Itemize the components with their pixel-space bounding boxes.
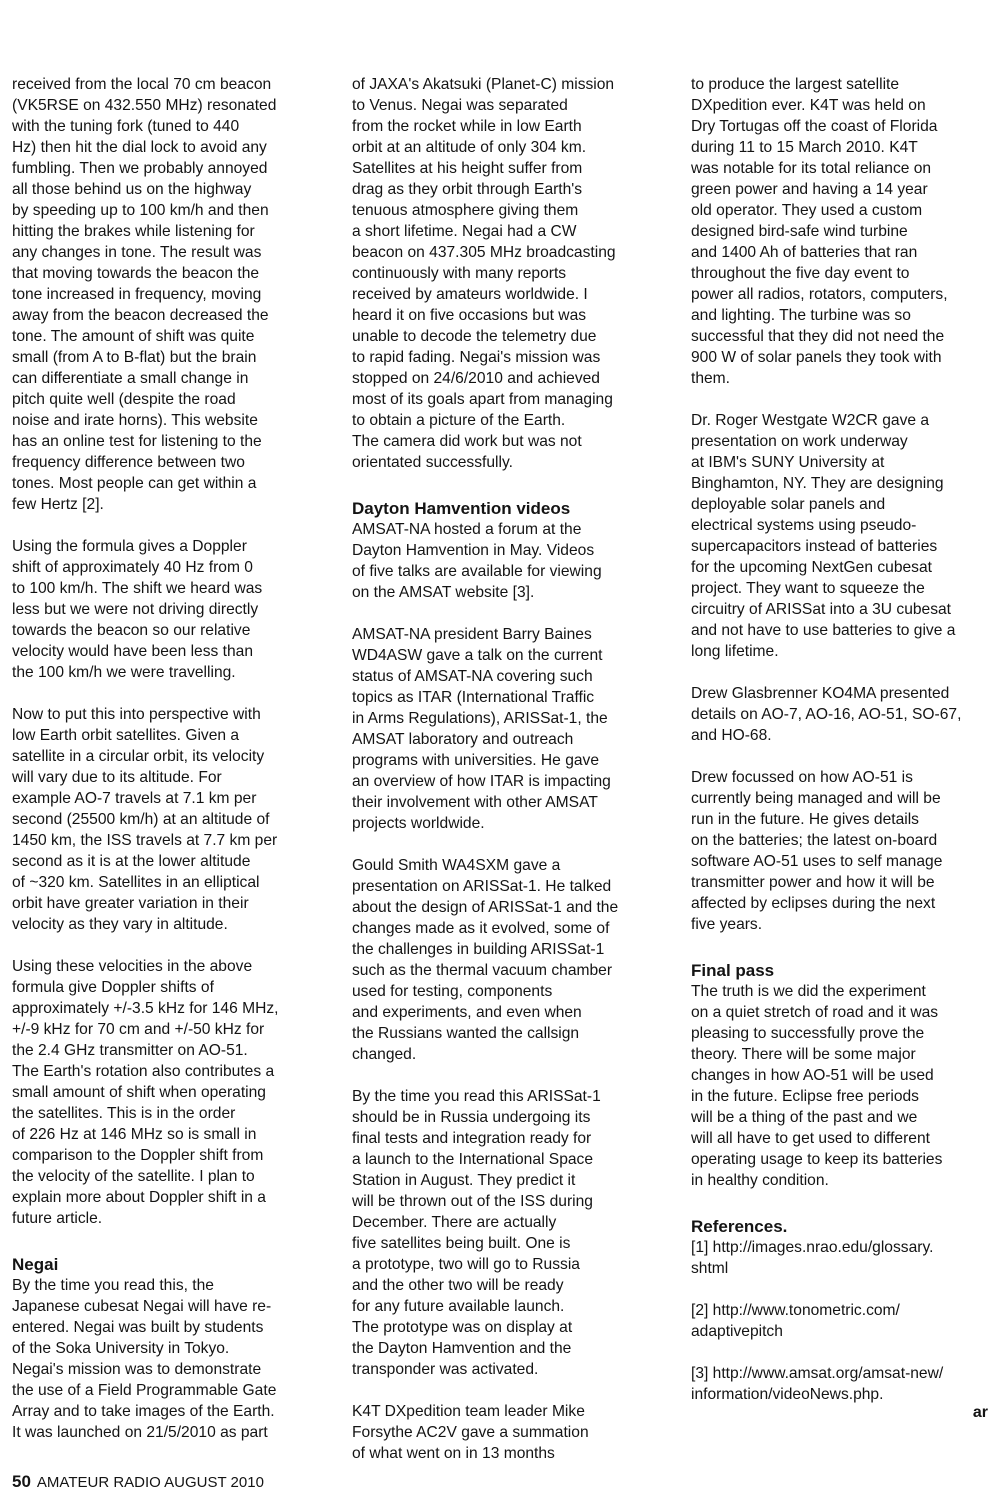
paragraph: By the time you read this ARISSat-1 should be in Russia undergoing its final tests and integration ready for a launch to the International Space Station in August. They predict it will be thrown out of the ISS during December. There are actually five satellites being built. One is a prototype, two will go to Russia and the other two will be ready for any future available launch. The prototype was on display at the Dayton Hamvention and the transponder was activated. (352, 1088, 601, 1378)
column-1 (12, 74, 324, 1443)
reference-item: [2] http://www.tonometric.com/ adaptivepitch (691, 1302, 900, 1340)
paragraph: Dr. Roger Westgate W2CR gave a presentation on work underway at IBM's SUNY University at Binghamton, NY. They are designing deployable solar panels and electrical systems using pseudo- supercapacitors instead of batteries for the upcoming NextGen cubesat project. They want to squeeze the circuitry of ARISSat into a 3U cubesat and not have to use batteries to give a long lifetime. (691, 412, 956, 660)
heading-references: References. (691, 1217, 788, 1236)
paragraph: Using the formula gives a Doppler shift of approximately 40 Hz from 0 to 100 km/h. The shift we heard was less but we were not driving directly towards the beacon so our relative velocity would have been less than the 100 km/h we were travelling. (12, 538, 263, 681)
paragraph: Now to put this into perspective with low Earth orbit satellites. Given a satellite in a circular orbit, its velocity will vary due to its altitude. For example AO-7 travels at 7.1 km per second (25500 km/h) at an altitude of 1450 km, the ISS travels at 7.7 km per second as it is at the lower altitude of ~320 km. Satellites in an elliptical orbit have greater variation in their velocity as they vary in altitude. (12, 706, 278, 933)
reference-item: [3] http://www.amsat.org/amsat-new/ information/videoNews.php. (691, 1365, 944, 1403)
reference-item: [1] http://images.nrao.edu/glossary. shtml (691, 1239, 934, 1277)
paragraph: K4T DXpedition team leader Mike Forsythe AC2V gave a summation of what went on in 13 months (352, 1403, 589, 1462)
heading-negai: Negai (12, 1255, 59, 1274)
page-number: 50 (12, 1472, 31, 1491)
paragraph: AMSAT-NA president Barry Baines WD4ASW gave a talk on the current status of AMSAT-NA covering such topics as ITAR (International Traffic in Arms Regulations), ARISSat-1, the AMSAT laboratory and outreach programs with universities. He gave an overview of how ITAR is impacting their involvement with other AMSAT projects worldwide. (352, 626, 611, 832)
paragraph: of JAXA's Akatsuki (Planet-C) mission to Venus. Negai was separated from the rocket while in low Earth orbit at an altitude of only 304 km. Satellites at his height suffer from drag as they orbit through Earth's tenuous atmosphere giving them a short lifetime. Negai had a CW beacon on 437.305 MHz broadcasting continuously with many reports received by amateurs worldwide. I heard it on five occasions but was unable to decode the telemetry due to rapid fading. Negai's mission was stopped on 24/6/2010 and achieved most of its goals apart from managing to obtain a picture of the Earth. The camera did work but was not orientated successfully. (352, 76, 616, 471)
paragraph: By the time you read this, the Japanese cubesat Negai will have re- entered. Negai was built by students of the Soka University in Tokyo. Negai's mission was to demonstrate the use of a Field Programmable Gate Array and to take images of the Earth. It was launched on 21/5/2010 as part (12, 1277, 277, 1441)
paragraph: Drew Glasbrenner KO4MA presented details on AO-7, AO-16, AO-51, SO-67, and HO-68. (691, 685, 962, 744)
references-list (691, 1237, 991, 1405)
paragraph: Drew focussed on how AO-51 is currently being managed and will be run in the future. He gives details on the batteries; the latest on-board software AO-51 uses to self manage transmitter power and how it will be affected by eclipses during the next five years. (691, 769, 943, 933)
paragraph: The truth is we did the experiment on a quiet stretch of road and it was pleasing to successfully prove the theory. There will be some major changes in how AO-51 will be used in the future. Eclipse free periods will be a thing of the past and we will all have to get used to different operating usage to keep its batteries in healthy condition. (691, 983, 943, 1189)
paragraph: Using these velocities in the above formula give Doppler shifts of approximately +/-3.5 kHz for 146 MHz, +/-9 kHz for 70 cm and +/-50 kHz for the 2.4 GHz transmitter on AO-51. The Earth's rotation also contributes a small amount of shift when operating the satellites. This is in the order of 226 Hz at 146 MHz so is small in comparison to the Doppler shift from the velocity of the satellite. I plan to explain more about Doppler shift in a future article. (12, 958, 279, 1227)
paragraph: to produce the largest satellite DXpedition ever. K4T was held on Dry Tortugas off the coast of Florida during 11 to 15 March 2010. K4T was notable for its total reliance on green power and having a 14 year old operator. They used a custom designed bird-safe wind turbine and 1400 Ah of batteries that ran throughout the five day event to power all radios, rotators, computers, and lighting. The turbine was so successful that they did not need the 900 W of solar panels they took with them. (691, 76, 948, 387)
heading-final-pass: Final pass (691, 961, 775, 980)
page-footer (12, 1472, 264, 1492)
column-2 (352, 74, 657, 1464)
paragraph: Gould Smith WA4SXM gave a presentation on ARISSat-1. He talked about the design of ARISSat-1 and the changes made as it evolved, some of the challenges in building ARISSat-1 such as the thermal vacuum chamber used for testing, components and experiments, and even when the Russians wanted the callsign changed. (352, 857, 619, 1063)
paragraph: AMSAT-NA hosted a forum at the Dayton Hamvention in May. Videos of five talks are available for viewing on the AMSAT website [3]. (352, 521, 602, 601)
paragraph: received from the local 70 cm beacon (VK5RSE on 432.550 MHz) resonated with the tuning fork (tuned to 440 Hz) then hit the dial lock to avoid any fumbling. Then we probably annoyed all those behind us on the highway by speeding up to 100 km/h and then hitting the brakes while listening for any changes in tone. The result was that moving towards the beacon the tone increased in frequency, moving away from the beacon decreased the tone. The amount of shift was quite small (from A to B-flat) but the brain can differentiate a small change in pitch quite well (despite the road noise and irate horns). This website has an online test for listening to the frequency difference between two tones. Most people can get within a few Hertz [2]. (12, 76, 277, 513)
column-3 (691, 74, 991, 1405)
heading-dayton-hamvention: Dayton Hamvention videos (352, 499, 571, 518)
end-of-article-mark: ar (972, 1404, 988, 1421)
publication-name: AMATEUR RADIO AUGUST 2010 (36, 1474, 264, 1491)
